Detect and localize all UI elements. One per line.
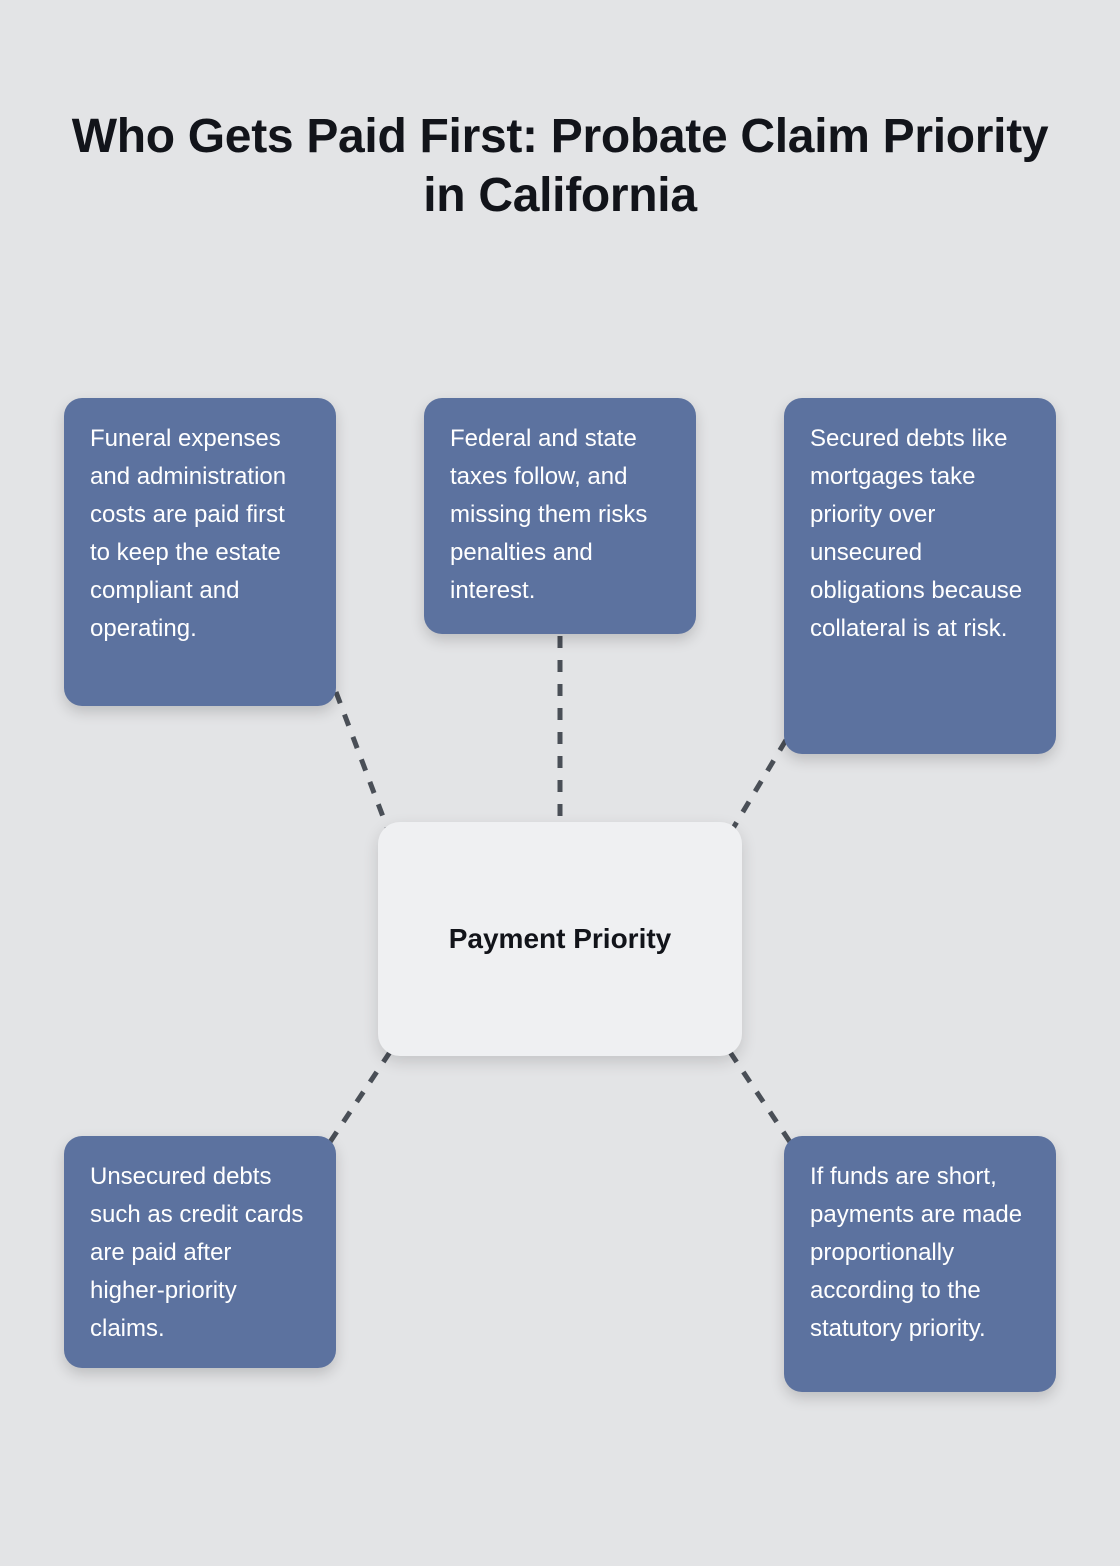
- connector-line-proportional: [730, 1052, 790, 1142]
- connector-line-secured: [732, 740, 786, 830]
- node-funeral-and-administration-costs: [64, 398, 336, 706]
- connector-line-unsecured: [330, 1052, 390, 1142]
- center-node-label: Payment Priority: [448, 922, 672, 954]
- node-text: Funeral expenses and administration costs are paid first to keep the estate compliant and operating.: [90, 425, 287, 642]
- node-secured-debts: [784, 398, 1056, 754]
- node-text: If funds are short, payments are made proportionally according to the statutory priority.: [810, 1163, 1023, 1342]
- node-unsecured-debts: [64, 1136, 336, 1368]
- node-text: Secured debts like mortgages take priority over unsecured obligations because collateral is at risk.: [810, 425, 1023, 642]
- node-text: Unsecured debts such as credit cards are paid after higher-priority claims.: [90, 1163, 304, 1342]
- node-text: Federal and state taxes follow, and missing them risks penalties and interest.: [450, 425, 648, 604]
- node-federal-and-state-taxes: [424, 398, 696, 634]
- connector-line-funeral: [336, 692, 388, 830]
- page-title: Who Gets Paid First: Probate Claim Priority in California: [71, 110, 1049, 222]
- node-proportional-payment: [784, 1136, 1056, 1392]
- center-node-payment-priority: [378, 822, 742, 1056]
